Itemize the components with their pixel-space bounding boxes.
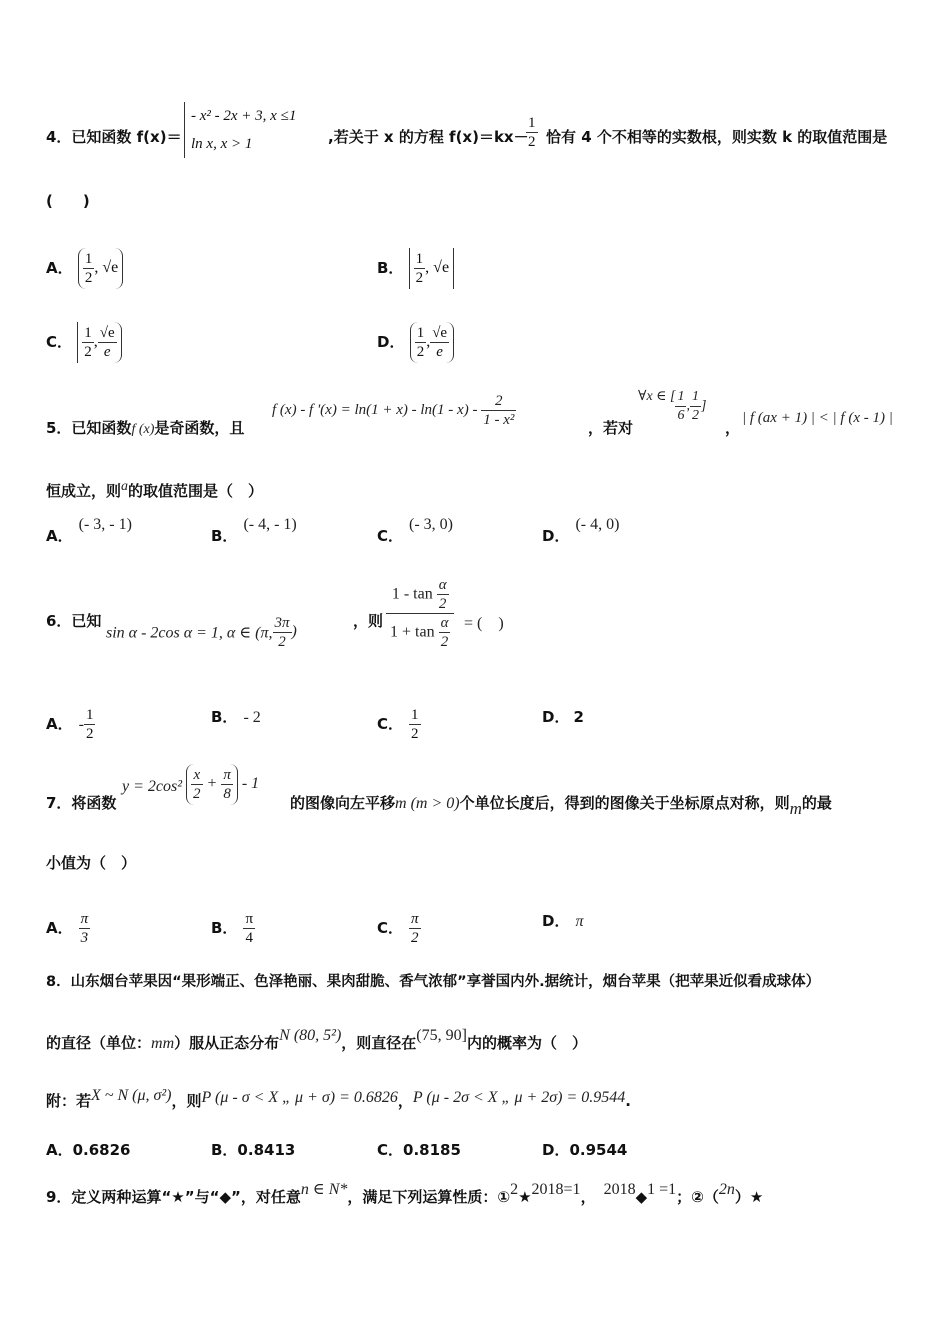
q5-option-c[interactable]: C．(- 3, 0) (377, 516, 453, 545)
q6-option-d[interactable]: D． 2 (542, 708, 584, 726)
q7-option-b[interactable]: B． $\frac{\pi}{4}$ (211, 911, 254, 946)
q7-lead: 7．将函数 (46, 794, 117, 812)
q6-option-a[interactable]: A． - $\frac{1}{2}$ (46, 707, 94, 742)
q4-option-c[interactable]: C． $\frac{1}{2}$ , $\frac{√e}{e}$ (46, 322, 122, 363)
q4-mid-wrap (328, 126, 529, 147)
q5-option-a[interactable]: A．(- 3, - 1) (46, 516, 132, 545)
q6-option-c[interactable]: C． $\frac{1}{2}$ (377, 707, 419, 742)
q5-line2: 恒成立，则a的取值范围是（ ） (46, 479, 264, 500)
q6-condition: sin α - 2cos α = 1, α ∈ (π, $\frac{3\pi}{2}$ ) (106, 615, 297, 650)
q5-forall: ∀x ∈ [ $\frac{1}{6}$ , $\frac{1}{2}$ ] (638, 389, 707, 423)
q4-piece1: - x² - 2x + 3, x ≤1 (191, 108, 297, 124)
q6-end: = ( ) (464, 615, 504, 632)
q4-piecewise (184, 102, 296, 158)
q4-option-b[interactable]: B． $\frac{1}{2}$ , √e (377, 248, 454, 289)
q5-stem: 5．已知函数f (x)是奇函数，且 (46, 419, 245, 437)
q5-comma: ， (725, 419, 741, 437)
q7-mid: 的图像向左平移m (m > 0)个单位长度后，得到的图像关于坐标原点对称，则m的最 (290, 794, 832, 818)
q8-option-c[interactable]: C．0.8185 (377, 1141, 461, 1159)
q7-line2: 小值为（ ） (46, 854, 137, 872)
q7-option-c[interactable]: C． $\frac{\pi}{2}$ (377, 911, 419, 946)
q5-option-d[interactable]: D．(- 4, 0) (542, 516, 620, 545)
q7-option-d[interactable]: D． π (542, 912, 584, 930)
q9-stem: 9．定义两种运算“★”与“◆”，对任意n ∈ N*，满足下列运算性质：①2★2018=1， 2018◆1 =1；②（2n）★ (46, 1181, 764, 1206)
q6-lead: 6．已知 (46, 612, 102, 630)
q4-paren: ( ) (46, 192, 90, 210)
star-icon: ★ (518, 1188, 532, 1206)
q6-expression: 1 - tan $\frac{\alpha}{2}$ 1 + tan $\frac{\alpha}{2}$ (386, 576, 454, 651)
q4-option-a[interactable]: A． $\frac{1}{2}$ , √e (46, 248, 123, 289)
q4-mid: ,若关于 x 的方程 f(x)＝kx－ (328, 128, 529, 146)
q8-line1: 8．山东烟台苹果因“果形端正、色泽艳丽、果肉甜脆、香气浓郁”享誉国内外.据统计，烟台苹果（把苹果近似看成球体） (46, 974, 821, 990)
q4-stem (46, 126, 182, 147)
q8-option-b[interactable]: B．0.8413 (211, 1141, 296, 1159)
q5-option-b[interactable]: B．(- 4, - 1) (211, 516, 297, 545)
q8-option-d[interactable]: D．0.9544 (542, 1141, 628, 1159)
q4-half: $\frac{1}{2}$ (528, 115, 536, 150)
q4-tail-wrap (546, 126, 887, 147)
q8-option-a[interactable]: A．0.6826 (46, 1141, 131, 1159)
q6-option-b[interactable]: B． - 2 (211, 708, 261, 726)
q8-line2: 的直径（单位：mm）服从正态分布N (80, 5²)，则直径在(75, 90]内的概率为（ ） (46, 1027, 587, 1052)
q5-inequality: | f (ax + 1) | < | f (x - 1) | (742, 410, 893, 426)
q5-ruo: ，若对 (588, 419, 634, 437)
q4-lead: 4．已知函数 f(x)＝ (46, 128, 182, 146)
q4-piece2: ln x, x > 1 (191, 136, 253, 152)
q7-function: y = 2cos² $\frac{x}{2}$ + $\frac{\pi}{8}$ - 1 (122, 764, 259, 805)
q7-option-a[interactable]: A． $\frac{\pi}{3}$ (46, 911, 89, 946)
q5-equation: f (x) - f '(x) = ln(1 + x) - ln(1 - x) - $\frac{2}{\text{1 - x²}}$ (272, 393, 515, 428)
diamond-icon: ◆ (635, 1188, 648, 1206)
q4-option-d[interactable]: D． $\frac{1}{2}$ , $\frac{√e}{e}$ (377, 322, 454, 363)
q8-note: 附：若X ~ N (μ, σ²)，则P (μ - σ < X „ μ + σ) = 0.6826，P (μ - 2σ < X „ μ + 2σ) = 0.9544. (46, 1087, 631, 1110)
q4-tail: 恰有 4 个不相等的实数根，则实数 k 的取值范围是 (546, 128, 888, 146)
q6-ze: ，则 (353, 612, 384, 630)
